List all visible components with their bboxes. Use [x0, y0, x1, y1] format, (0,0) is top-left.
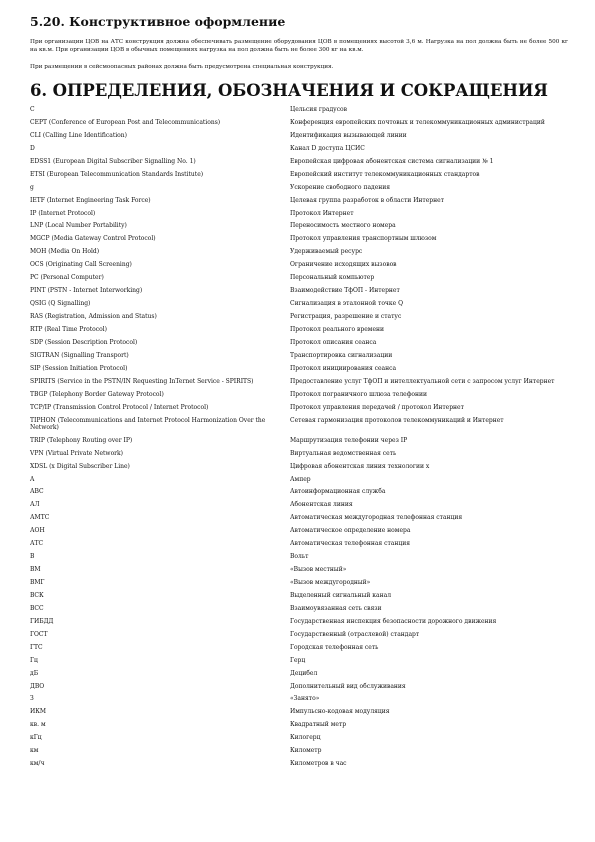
definition-row [30, 326, 568, 333]
definition-term: ETSI (European Telecommunication Standards Institute) [30, 170, 204, 178]
definition-row [30, 463, 568, 470]
definition-row [30, 721, 568, 728]
definition-term: TCP/IP (Transmission Control Protocol / Internet Protocol) [30, 403, 209, 411]
definition-row [30, 248, 568, 255]
definition-text: Километров в час [290, 760, 347, 768]
definition-text: Канал D доступа ЦСИС [290, 144, 365, 152]
definition-text: Идентификация вызывающей линии [290, 131, 407, 139]
definition-text: Герц [290, 656, 306, 664]
definition-term: ВМГ [30, 579, 45, 587]
definition-row [30, 184, 568, 191]
definition-term: ВСС [30, 604, 44, 612]
definition-text: Предоставление услуг ТфОП и интеллектуальной сети с запросом услуг Интернет [290, 377, 555, 385]
definition-row [30, 158, 568, 165]
definition-text: Дополнительный вид обслуживания [290, 682, 406, 690]
definition-term: EDSS1 (European Digital Subscriber Signalling No. 1) [30, 157, 196, 165]
definition-text: Городская телефонная сеть [290, 643, 379, 651]
definition-text: Вольт [290, 553, 309, 561]
definition-text: Европейский институт телекоммуникационных стандартов [290, 170, 480, 178]
definition-term: PC (Personal Computer) [30, 274, 104, 282]
definition-row [30, 540, 568, 547]
paragraph: При организации ЦОВ на АТС конструкция должна обеспечивать размещение оборудования ЦОВ в помещениях высотой 3,6 м. Нагрузка на пол должна быть не более 500 кг на кв.м. При организации ЦОВ в обычных помещениях нагрузка на пол должна быть не более 300 кг на кв.м. [30, 39, 568, 53]
definition-term: кГц [30, 734, 42, 742]
definition-text: Протокол управления передачей / протокол Интернет [290, 403, 464, 411]
definition-term: ДВО [30, 682, 45, 690]
section-heading: 5.20. Конструктивное оформление [30, 14, 286, 29]
definition-row [30, 171, 568, 178]
definition-text: Протокол реального времени [290, 325, 385, 333]
definition-term: IETF (Internet Engineering Task Force) [30, 196, 151, 204]
definition-text: Взаимоувязанная сеть связи [290, 604, 382, 612]
definition-text: Абонентская линия [290, 501, 353, 509]
definition-row [30, 404, 568, 411]
definition-term: RTP (Real Time Protocol) [30, 325, 108, 333]
definition-term: TBGP (Telephony Border Gateway Protocol) [30, 390, 164, 398]
definition-row [30, 313, 568, 320]
definition-text: Ускорение свободного падения [290, 183, 391, 191]
definition-row [30, 476, 568, 483]
definition-text: Протокол описания сеанса [290, 338, 377, 346]
definition-term: км/ч [30, 760, 45, 768]
definition-row [30, 352, 568, 359]
definition-term: RAS (Registration, Admission and Status) [30, 313, 157, 320]
definition-text: «Вызов междугородный» [290, 579, 371, 587]
definition-text: Квадратный метр [290, 721, 347, 729]
definition-text: Конференция европейских почтовых и телекоммуникационных администраций [290, 118, 545, 126]
definition-text: Целевая группа разработок в области Интернет [290, 196, 445, 204]
definition-term: В [30, 553, 35, 561]
definition-term: ГИБДД [30, 617, 54, 625]
definition-row [30, 527, 568, 534]
definition-row [30, 592, 568, 599]
definition-row [30, 631, 568, 638]
definition-text: Государственный (отраслевой) стандарт [290, 630, 420, 638]
definition-term: АВС [30, 488, 44, 496]
definition-text: Сетевая гармонизация протоколов телекоммуникаций и Интернет [290, 416, 504, 424]
definition-term: TIPHON (Telecommunications and Internet Protocol Harmonization Over the Network) [30, 416, 266, 431]
definition-term: АОН [30, 527, 45, 535]
definition-term: PINT (PSTN - Internet Interworking) [30, 287, 143, 295]
definition-row [30, 579, 568, 586]
definition-text: Ограничение исходящих вызовов [290, 261, 397, 269]
definition-row [30, 450, 568, 457]
definition-row [30, 235, 568, 242]
definition-row [30, 695, 568, 702]
definition-row [30, 119, 568, 126]
definition-term: A [30, 475, 35, 483]
definition-term: кв. м [30, 721, 46, 729]
definition-text: Протокол инициирования сеанса [290, 364, 397, 372]
definition-row [30, 378, 568, 385]
definition-term: SPIRITS (Service in the PSTN/IN Requesting InTernet Service - SPIRITS) [30, 377, 254, 385]
definition-term: км [30, 747, 39, 755]
definition-row [30, 274, 568, 281]
definition-text: Цельсия градусов [290, 106, 348, 113]
definition-term: IP (Internet Protocol) [30, 209, 96, 217]
definition-text: Регистрация, разрешение и статус [290, 313, 402, 320]
definition-term: SIGTRAN (Signalling Transport) [30, 351, 129, 359]
definition-text: Взаимодействие ТфОП - Интернет [290, 287, 400, 295]
definition-row [30, 657, 568, 664]
definition-text: Килогерц [290, 734, 321, 742]
definition-term: OCS (Originating Call Screening) [30, 261, 132, 269]
definition-text: «Вызов местный» [290, 566, 347, 574]
definition-row [30, 566, 568, 573]
definition-term: АМТС [30, 514, 50, 522]
definition-row [30, 197, 568, 204]
definition-row [30, 365, 568, 372]
definition-text: Цифровая абонентская линия технологии x [290, 462, 430, 470]
definition-term: АЛ [30, 501, 40, 509]
definition-text: Сигнализация в эталонной точке Q [290, 300, 404, 308]
definition-text: Автоинформационная служба [290, 488, 386, 496]
definition-term: MOH (Media On Hold) [30, 248, 100, 256]
definition-term: ВСК [30, 591, 44, 599]
definition-row [30, 391, 568, 398]
definition-term: TRIP (Telephony Routing over IP) [30, 436, 133, 444]
definition-row [30, 300, 568, 307]
definition-term: CLI (Calling Line Identification) [30, 131, 127, 139]
definition-term: ИКМ [30, 708, 47, 716]
definition-row [30, 106, 568, 113]
definition-row [30, 210, 568, 217]
definition-term: g [30, 183, 34, 191]
definition-row [30, 339, 568, 346]
definition-text: Персональный компьютер [290, 274, 375, 282]
definition-row [30, 683, 568, 690]
paragraph: При размещении в сейсмоопасных районах должна быть предусмотрена специальная конструкция. [30, 64, 334, 70]
definition-term: ГОСТ [30, 630, 48, 638]
definition-text: Автоматическая телефонная станция [290, 540, 411, 548]
definition-term: дБ [30, 669, 39, 677]
definition-row [30, 760, 568, 767]
definition-text: Протокол Интернет [290, 209, 354, 217]
definition-text: Государственная инспекция безопасности дорожного движения [290, 617, 497, 625]
definition-row [30, 437, 568, 444]
definition-row [30, 670, 568, 677]
document-page [30, 14, 568, 773]
definition-term: SDP (Session Description Protocol) [30, 338, 138, 346]
definition-term: АТС [30, 540, 44, 548]
definition-row [30, 747, 568, 754]
definition-text: Протокол пограничного шлюза телефонии [290, 390, 428, 398]
definition-text: Протокол управления транспортным шлюзом [290, 235, 437, 243]
definition-row [30, 618, 568, 625]
definition-row [30, 501, 568, 508]
definition-row [30, 287, 568, 294]
definition-text: Транспортировка сигнализации [290, 351, 393, 359]
definition-term: ГТС [30, 643, 43, 651]
definition-text: Импульсно-кодовая модуляция [290, 708, 390, 716]
definitions-list [30, 106, 568, 767]
definition-text: Ампер [290, 475, 311, 483]
definition-text: «Занято» [290, 695, 320, 703]
definition-row [30, 708, 568, 715]
definition-text: Километр [290, 747, 322, 755]
definition-text: Маршрутизация телефонии через IP [290, 436, 408, 444]
definition-term: XDSL (x Digital Subscriber Line) [30, 462, 130, 470]
definition-term: Гц [30, 656, 38, 664]
definition-term: CEPT (Conference of European Post and Telecommunications) [30, 118, 221, 126]
definition-row [30, 514, 568, 521]
definition-term: D [30, 144, 35, 152]
definition-term: SIP (Session Initiation Protocol) [30, 364, 128, 372]
definition-term: З [30, 695, 34, 703]
definition-row [30, 644, 568, 651]
definition-row [30, 132, 568, 139]
definition-text: Удерживаемый ресурс [290, 248, 363, 256]
definition-row [30, 145, 568, 152]
definition-text: Европейская цифровая абонентская система сигнализации № 1 [290, 157, 494, 165]
definition-term: LNP (Local Number Portability) [30, 222, 127, 230]
main-heading: 6. ОПРЕДЕЛЕНИЯ, ОБОЗНАЧЕНИЯ И СОКРАЩЕНИЯ [30, 81, 548, 100]
definition-term: ВМ [30, 566, 41, 574]
definition-text: Автоматическая междугородная телефонная станция [290, 514, 463, 522]
definition-text: Выделенный сигнальный канал [290, 591, 392, 599]
definition-row [30, 417, 568, 432]
definition-text: Переносимость местного номера [290, 222, 396, 230]
definition-term: QSIG (Q Signalling) [30, 300, 91, 308]
definition-text: Автоматическое определение номера [290, 527, 411, 535]
definition-term: MGCP (Media Gateway Control Protocol) [30, 235, 156, 243]
definition-row [30, 222, 568, 229]
definition-row [30, 488, 568, 495]
definition-row [30, 605, 568, 612]
definition-row [30, 734, 568, 741]
definition-term: C [30, 106, 35, 113]
definition-text: Децибел [290, 669, 318, 677]
definition-text: Виртуальная ведомственная сеть [290, 449, 397, 457]
definition-term: VPN (Virtual Private Network) [30, 449, 124, 457]
definition-row [30, 261, 568, 268]
definition-row [30, 553, 568, 560]
